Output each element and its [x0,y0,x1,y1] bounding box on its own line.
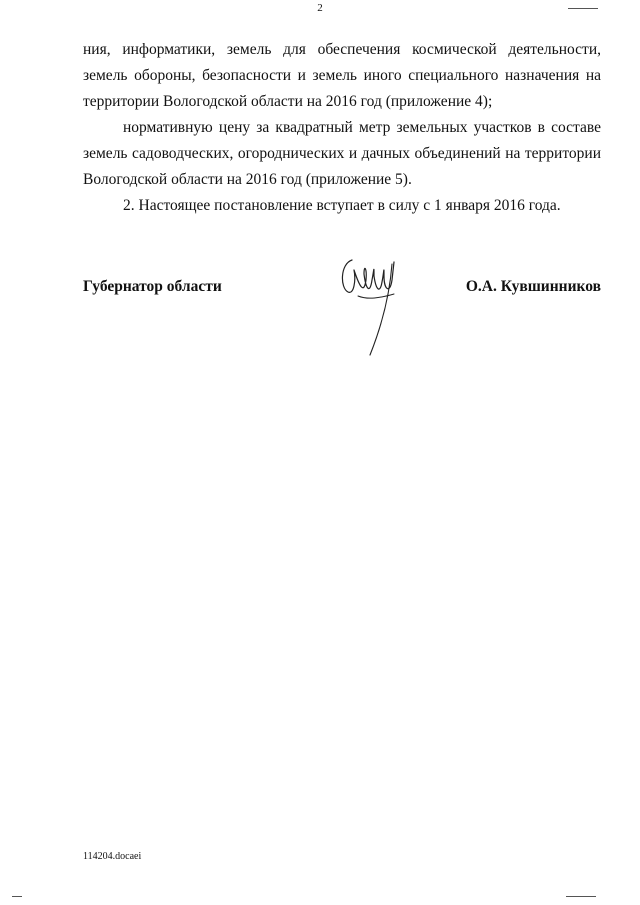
corner-mark-bottom-left [12,896,22,897]
document-code: 114204.docaei [83,851,142,862]
corner-mark-top-right [568,8,598,9]
document-body [83,37,601,219]
corner-mark-bottom-right [566,896,596,897]
paragraph-continuation: ния, информатики, земель для обеспечения космической деятельности, земель обороны, безопасности и земель иного специального назначения на территории Вологодской области на 2016 год (приложение 4); [83,41,601,110]
page-number: 2 [317,2,323,14]
signatory-name: О.А. Кувшинников [465,278,601,295]
signatory-title: Губернатор области [83,278,222,295]
paragraph-appendix-5: нормативную цену за квадратный метр земельных участков в составе земель садоводческих, огороднических и дачных объединений на территории Вологодской области на 2016 год (приложение 5). [83,119,601,188]
paragraph-effective-date: 2. Настоящее постановление вступает в силу с 1 января 2016 года. [123,197,561,214]
handwritten-signature [334,250,404,360]
